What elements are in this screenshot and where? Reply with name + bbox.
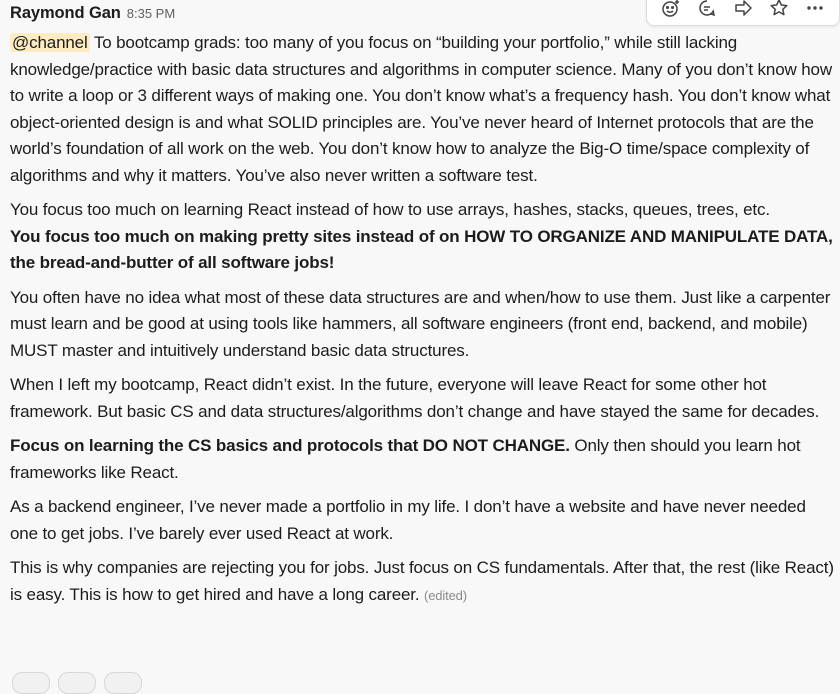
- message-body: [10, 30, 836, 609]
- paragraph-2-bold: You focus too much on making pretty sites instead of on HOW TO ORGANIZE AND MANIPULATE DATA, the bread-and-butter of all software jobs!: [10, 226, 833, 272]
- paragraph-4: When I left my bootcamp, React didn’t exist. In the future, everyone will leave React for some other hot framework. But basic CS and data structures/algorithms don’t change and have stayed the same for decades.: [10, 375, 820, 421]
- paragraph-1: [10, 30, 836, 189]
- author-name[interactable]: Raymond Gan: [10, 4, 121, 22]
- reaction-pill[interactable]: [58, 672, 96, 694]
- paragraph-3: You often have no idea what most of these data structures are and when/how to use them. Just like a carpenter must learn and be good at using tools like hammers, all software engineers (front end, backend, and mobile) MUST master and intuitively understand basic data structures.: [10, 287, 831, 360]
- paragraph-5-bold: Focus on learning the CS basics and protocols that DO NOT CHANGE.: [10, 436, 570, 455]
- edited-label: (edited): [424, 587, 467, 603]
- paragraph-6: As a backend engineer, I’ve never made a portfolio in my life. I don’t have a website and have never needed one to get jobs. I’ve barely ever used React at work.: [10, 497, 806, 543]
- paragraph-5-text: Only then should you learn hot frameworks like React.: [10, 436, 801, 482]
- paragraph-2: [10, 197, 836, 277]
- reply-in-thread-button[interactable]: [689, 0, 725, 25]
- share-message-button[interactable]: [725, 0, 761, 25]
- paragraph-2-text: You focus too much on learning React instead of how to use arrays, hashes, stacks, queues, trees, etc.: [10, 200, 770, 219]
- reply-in-thread-icon: [697, 0, 717, 23]
- reaction-pill[interactable]: [12, 672, 50, 694]
- more-actions-icon: [805, 0, 825, 23]
- reactions-row: [12, 672, 142, 694]
- paragraph-7-text: This is why companies are rejecting you for jobs. Just focus on CS fundamentals. After that, the rest (like React) is easy. This is how to get hired and have a long career.: [10, 558, 834, 604]
- save-message-button[interactable]: [761, 0, 797, 25]
- reaction-pill[interactable]: [104, 672, 142, 694]
- message: [10, 4, 836, 617]
- message-actions-toolbar: [646, 0, 840, 26]
- channel-mention[interactable]: @channel: [12, 33, 88, 52]
- save-star-icon: [769, 0, 789, 23]
- paragraph-1-text: To bootcamp grads: too many of you focus on “building your portfolio,” while still lacking knowledge/practice with basic data structures and algorithms in computer science. Many of you don’t know how to write a loop or 3 different ways of making one. You don’t know what’s a frequency hash. You don’t know what object-oriented design is and what SOLID principles are. You’ve never heard of Internet protocols that are the world’s foundation of all work on the web. You don’t know how to analyze the Big-O time/space complexity of algorithms and why it matters. You’ve also never written a software test.: [10, 33, 832, 185]
- add-reaction-button[interactable]: [653, 0, 689, 25]
- message-timestamp[interactable]: 8:35 PM: [126, 6, 176, 21]
- share-message-icon: [733, 0, 753, 23]
- add-reaction-icon: [661, 0, 681, 23]
- paragraph-7: [10, 555, 836, 609]
- paragraph-5: [10, 433, 836, 486]
- more-actions-button[interactable]: [797, 0, 833, 25]
